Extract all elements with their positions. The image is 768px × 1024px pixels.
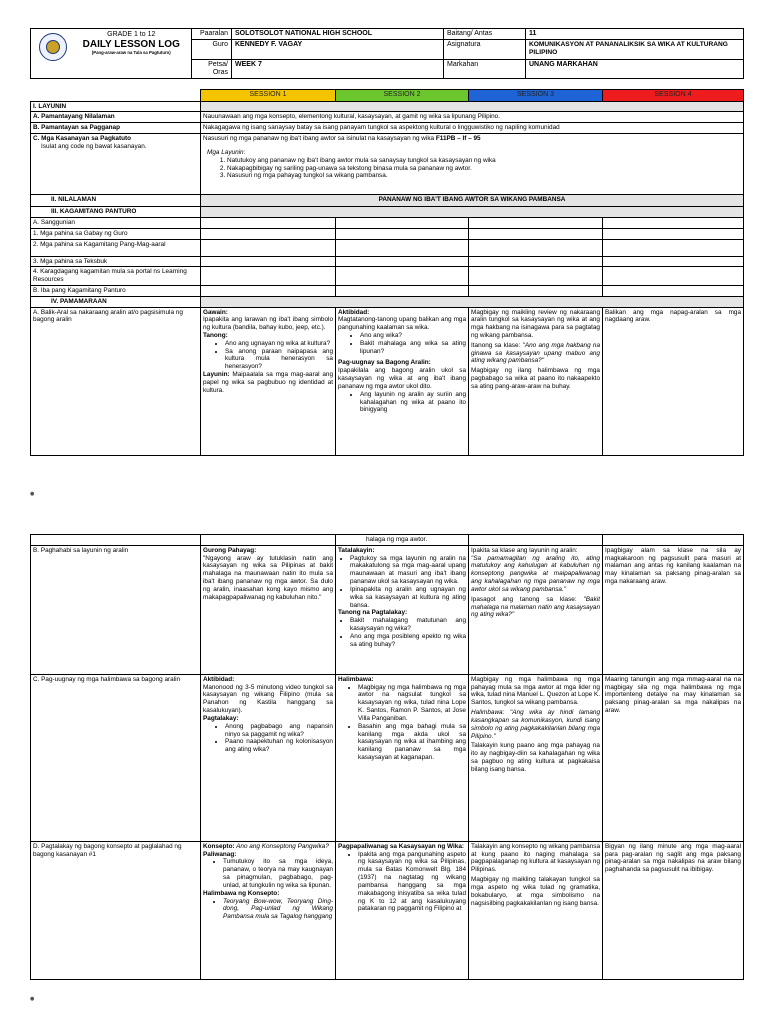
kasanayan-cell (31, 134, 201, 195)
kagamitang-pang-mag-aaral-label: 2. Mga pahina sa Kagamitang Pang-Mag-aaral (31, 239, 201, 256)
page-marker: ● (30, 996, 35, 1002)
pagtalakay-session-4: Bigyan ng ilang minute ang mga mag-aaral para pag-aralan ng saglit ang mga paksang pinag-aralan sa mga nakalipas na araw bilang paghahanda sa pagsusulit na ibibigay. (603, 841, 744, 979)
markahan-label: Markahan (444, 60, 526, 79)
pamantayan-pagganap-label: B. Pamantayan sa Pagganap (31, 123, 201, 134)
session-1-header: SESSION 1 (201, 90, 336, 102)
deped-seal-icon (39, 33, 67, 61)
lesson-table-page-2 (30, 534, 744, 980)
kasanayan-text: Nasusuri ng mga pananaw ng iba't ibang awtor sa isinulat na kasaysayan ng wika (203, 135, 436, 143)
balik-aral-session-3: Magbigay ng maikling review ng nakaraang aralin tungkol sa kasaysayan ng wika at ang mga hakbang na isinagawa para sa pagtatag ng wikang pambansa. Itanong sa klase: "Ano ang mga hakbang na ginawa sa kasaysayan upang mabuo ang ating wikang pambansa?" Magbigay ng ilang halimbawa ng mga pagbabago sa wika at paano ito nakaapekto sa ating pang-araw-araw na buhay. (469, 307, 603, 455)
page-2 (30, 534, 743, 980)
header-table (30, 28, 744, 79)
asignatura-label: Asignatura (444, 40, 526, 60)
session-2-header: SESSION 2 (336, 90, 469, 102)
objective-item: 2. Nakapagbibigay ng sariling pag-unawa sa tekstong binasa mula sa pananaw ng awtor. (227, 165, 741, 173)
paghahabi-label: B. Paghahabi sa layunin ng aralin (31, 545, 201, 674)
mga-layunin-label: Mga Layunin: (207, 148, 246, 156)
guro-value: KENNEDY F. VAGAY (232, 40, 444, 60)
pamantayang-nilalaman-text: Nauunawaan ang mga konsepto, elementong kultural, kasaysayan, at gamit ng wika sa lipunang Pilipino. (201, 112, 744, 123)
balik-aral-session-4: Balikan ang mga napag-aralan sa mga nagdaang araw. (603, 307, 744, 455)
baitang-value: 11 (526, 29, 744, 40)
lesson-table-page-1 (30, 89, 744, 455)
nilalaman-text: PANANAW NG IBA'T IBANG AWTOR SA WIKANG PAMBANSA (201, 195, 744, 207)
session-4-header: SESSION 4 (603, 90, 744, 102)
grade-label: GRADE 1 to 12 (107, 31, 156, 38)
page-1 (30, 28, 743, 456)
guro-label: Guro (192, 40, 232, 60)
markahan-value: UNANG MARKAHAN (526, 60, 744, 79)
pag-uugnay-session-3: Magbigay ng mga halimbawa ng mga pahayag mula sa mga awtor at mga lider ng wika, tulad nina Manuel L. Quezon at Lope K. Santos, tungkol sa wikang pambansa. Halimbawa: "Ang wika ay hindi lamang kasangkapan sa komunikasyon, kundi isang simbolo ng ating pagkakakilanlan bilang mga Pilipino." Talakayin kung paano ang mga pahayag na ito ay nagbigay-diin sa kahalagahan ng wika sa pagbuo ng ating kultura at pagkakaisa bilang isang bansa. (469, 674, 603, 841)
continuation-text: halaga ng mga awtor. (336, 535, 469, 546)
balik-aral-label: A. Balik-Aral sa nakaraang aralin at/o pagsisimula ng bagong aralin (31, 307, 201, 455)
pamantayang-nilalaman-label: A. Pamantayang Nilalaman (31, 112, 201, 123)
sanggunian-label: A. Sanggunian (31, 217, 201, 228)
page-title: DAILY LESSON LOG (82, 39, 180, 51)
pagtalakay-session-2: Pagpapaliwanag sa Kasaysayan ng Wika: • Ipakita ang mga pangunahing aspeto ng kasaysayan ng wika sa Pilipinas, mula sa Batas Komonwelt Blg. 184 (1937) na nagtatag ng wikang pambansa hanggang sa mga makabagong inisyatiba sa wika tulad ng K to 12 at ang kasalukuyang patakaran ng paggamit ng Filipino at (336, 841, 469, 979)
paghahabi-session-4: Ipagbigay alam sa klase na sila ay magkakaroon ng pagsusulit para masuri at malaman ang antas ng kanilang kaalaman na may kinalaman sa paksang pinag-aralan sa mga nakaraang araw. (603, 545, 744, 674)
nilalaman-label: II. NILALAMAN (31, 195, 201, 207)
pag-uugnay-session-2: Halimbawa: • Magbigay ng mga halimbawa ng mga awtor na nagsulat tungkol sa kasaysayan ng wika, tulad nina Lope K. Santos, Ramon P. Santos, at Jose Villa Panganiban. • Basahin ang mga bahagi mula sa kanilang mga akda ukol sa kasaysayan ng wika at ihambing ang kanilang pananaw sa mga kasaysayan at kaganapan. (336, 674, 469, 841)
pag-uugnay-session-4: Maaring tanungin ang mga mmag-aaral na na magbigay sila ng mga halimbawa ng mga importenteng detalye na may kinalaman sa paksang pinag-aralan sa mga nakalipas na araw. (603, 674, 744, 841)
petsa-label: Petsa/ Oras (192, 60, 232, 79)
kasanayan-label: C. Mga Kasanayan sa Pagkatuto (33, 135, 132, 143)
pag-uugnay-session-1: Aktibidad: Manonood ng 3-5 minutong video tungkol sa kasaysayan ng wikang Filipino (mula sa Panahon ng Kastila hanggang sa kasalukuyan). Pagtalakay: • Anong pagbabago ang napansin ninyo sa paggamit ng wika? • Paano naapektuhan ng kolonisasyon ang ating wika? (201, 674, 336, 841)
paaralan-label: Paaralan (192, 29, 232, 40)
title-cell (72, 29, 192, 79)
gabay-ng-guro-label: 1. Mga pahina sa Gabay ng Guro (31, 228, 201, 239)
page-subtitle: (Pang-araw-araw na Tala sa Pagtuturo) (91, 49, 171, 55)
paaralan-value: SOLOTSOLOT NATIONAL HIGH SCHOOL (232, 29, 444, 40)
objective-item: 3. Nasusuri ng mga pahayag tungkol sa wikang pambansa. (227, 172, 741, 180)
kasanayan-sub: Isulat ang code ng bawat kasanayan. (41, 142, 147, 150)
iba-pang-kagamitan-label: B. Iba pang Kagamitang Panturo (31, 285, 201, 296)
pagtalakay-session-1: Konsepto: Ano ang Konseptong Pangwika? Paliwanag: • Tumutukoy ito sa mga ideya, pananaw, o teorya na may kaugnayan sa pinagmulan, pagbabago, pag-unlad, at tungkulin ng wika sa lipunan. Halimbawa ng Konsepto: • Teoryang Bow-wow, Teoryang Ding-dong, Pag-unlad ng Wikang Pambansa mula sa Tagalog hanggang (201, 841, 336, 979)
paghahabi-session-2: Tatalakayin: • Pagtukoy sa mga layunin ng aralin na makakatulong sa mga mag-aaral upang maunawaan at masuri ang iba't ibang pananaw ukol sa kasaysayan ng wika. • Ipinapakita ng aralin ang ugnayan ng wika sa kasaysayan at kultura ng ating bansa. Tanong na Pagtalakay: • Bakit mahalagang matutunan ang kasaysayan ng wika? • Ano ang mga posibleng epekto ng wika sa ating buhay? (336, 545, 469, 674)
balik-aral-session-1: Gawain: Ipapakita ang larawan ng iba't ibang simbolo ng kultura (bandila, bahay kubo, jeep, etc.). Tanong: • Ano ang ugnayan ng wika at kultura? • Sa anong paraan naipapasa ang kultura mula henerasyon sa henerasyon? Layunin: Maipaalala sa mga mag-aaral ang papel ng wika sa pagbubuo ng identidad at kultura. (201, 307, 336, 455)
kasanayan-code: F11PB – If – 95 (435, 135, 481, 143)
learning-resources-label: 4. Karagdagang kagamitan mula sa portal ns Learning Resources (31, 267, 201, 286)
objective-item: 1. Natutukoy ang pananaw ng iba't ibang awtor mula sa sanaysay tungkol sa kasaysayan ng wika (227, 157, 741, 165)
layunin-heading: I. LAYUNIN (31, 101, 201, 112)
seal-cell (31, 29, 72, 79)
pamamaraan-heading: IV. PAMAMARAAN (31, 296, 201, 307)
page-marker: ● (30, 491, 35, 497)
balik-aral-session-2: Aktibidad: Magtatanong-tanong upang balikan ang mga pangunahing kaalaman sa wika. • Ano ang wika? • Bakit mahalaga ang wika sa ating lipunan? Pag-uugnay sa Bagong Aralin: Ipapakilala ang bagong aralin ukol sa kasaysayan ng wika at ang iba't ibang pananaw ng mga awtor ukol dito. • Ang layunin ng aralin ay suriin ang kahalagahan ng wika at paano ito binigyang (336, 307, 469, 455)
baitang-label: Baitang/ Antas (444, 29, 526, 40)
layunin-heading-fill (201, 101, 744, 112)
paghahabi-session-3: Ipakita sa klase ang layunin ng aralin: "Sa pamamagitan ng araling ito, ating matutukoy ang kahulugan at kabuluhan ng konseptong pangwika at maipapaliwanag ang kahalagahan ng mga pananaw ng mga awtor ukol sa wikang pambansa." Ipasagot ang tanong sa klase: "Bakit mahalaga na malaman natin ang kasaysayan ng ating wika?" (469, 545, 603, 674)
pagtalakay-label: D. Pagtalakay ng bagong konsepto at paglalahad ng bagong kasanayan #1 (31, 841, 201, 979)
session-corner (31, 90, 201, 102)
asignatura-value: KOMUNIKASYON AT PANANALIKSIK SA WIKA AT KULTURANG PILIPINO (526, 40, 744, 60)
teksbuk-label: 3. Mga pahina sa Teksbuk (31, 256, 201, 267)
petsa-value: WEEK 7 (232, 60, 444, 79)
pag-uugnay-label: C. Pag-uugnay ng mga halimbawa sa bagong aralin (31, 674, 201, 841)
pagtalakay-session-3: Talakayin ang konsepto ng wikang pambansa at kung paano ito naging mahalaga sa pagpapalaganap ng kultura at kasaysayan ng Pilipinas. Magbigay ng maikling talakayan tungkol sa mga aspeto ng wika tulad ng gramatika, bokabularyo, at mga simbolismo na nagsisilbing pagkakakilanlan ng isang bansa. (469, 841, 603, 979)
session-3-header: SESSION 3 (469, 90, 603, 102)
pamantayan-pagganap-text: Nakagagawa ng isang sanaysay batay sa isang panayam tungkol sa aspektong kultural o lingguwistiko ng napiling komunidad (201, 123, 744, 134)
kasanayan-text-cell (201, 134, 744, 195)
kagamitan-heading: III. KAGAMITANG PANTURO (31, 207, 201, 218)
paghahabi-session-1: Gurong Pahayag: "Ngayong araw ay tutuklasin natin ang kasaysayan ng wika sa Pilipinas at bakit mahalaga na maunawaan natin ito mula sa iba't ibang pananaw ng mga awtor. Sa dulo ng aralin, inaasahan kong kayo mismo ang makapagpapaliwanag ng kabuluhan nito." (201, 545, 336, 674)
pamamaraan-heading-fill (201, 296, 744, 307)
kagamitan-heading-fill (201, 207, 744, 218)
